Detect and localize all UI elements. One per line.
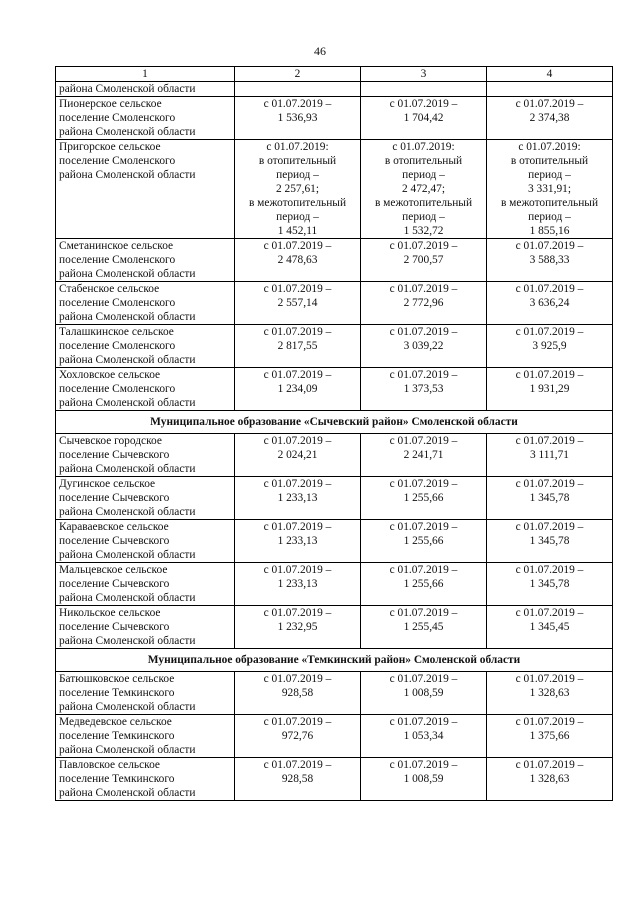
section-title: Муниципальное образование «Темкинский район» Смоленской области (56, 649, 613, 672)
settlement-name-cell: Медведевское сельское поселение Темкинского района Смоленской области (56, 715, 235, 758)
tariff-cell-col3: с 01.07.2019 – 1 373,53 (361, 368, 487, 411)
table-row (56, 520, 613, 563)
tariff-cell-col2: с 01.07.2019 – 2 817,55 (235, 325, 361, 368)
tariff-cell-col3: с 01.07.2019 – 1 255,66 (361, 563, 487, 606)
tariff-cell-col2: с 01.07.2019 – 2 478,63 (235, 239, 361, 282)
section-header-row (56, 411, 613, 434)
table-row (56, 477, 613, 520)
tariff-cell-col3: с 01.07.2019 – 3 039,22 (361, 325, 487, 368)
section-title: Муниципальное образование «Сычевский район» Смоленской области (56, 411, 613, 434)
page-number: 46 (314, 44, 326, 58)
column-header-3: 3 (361, 67, 487, 82)
tariff-cell-col4: с 01.07.2019 – 1 345,78 (487, 477, 613, 520)
tariff-cell-col3: с 01.07.2019 – 1 704,42 (361, 97, 487, 140)
tariff-cell-col3: с 01.07.2019 – 1 255,66 (361, 520, 487, 563)
tariff-cell-col2: с 01.07.2019 – 1 234,09 (235, 368, 361, 411)
tariff-cell-col4: с 01.07.2019 – 1 345,45 (487, 606, 613, 649)
tariff-cell-col4: с 01.07.2019 – 1 345,78 (487, 520, 613, 563)
tariff-cell-col4: с 01.07.2019 – 3 636,24 (487, 282, 613, 325)
tariff-cell-col4: с 01.07.2019 – 1 345,78 (487, 563, 613, 606)
column-header-1: 1 (56, 67, 235, 82)
tariff-cell-col2: с 01.07.2019 – 1 233,13 (235, 520, 361, 563)
tariff-cell-col4: с 01.07.2019: в отопительный период – 3 331,91; в межотопительный период – 1 855,16 (487, 140, 613, 239)
table-row (56, 239, 613, 282)
tariff-cell-col4: с 01.07.2019 – 1 328,63 (487, 758, 613, 801)
settlement-name-cell: Стабенское сельское поселение Смоленского района Смоленской области (56, 282, 235, 325)
column-header-2: 2 (235, 67, 361, 82)
settlement-name-cell: Пионерское сельское поселение Смоленского района Смоленской области (56, 97, 235, 140)
tariff-table (55, 66, 613, 801)
header-row (56, 67, 613, 82)
table-body (56, 82, 613, 801)
tariff-cell-col3: с 01.07.2019: в отопительный период – 2 472,47; в межотопительный период – 1 532,72 (361, 140, 487, 239)
table-row (56, 672, 613, 715)
table-row (56, 434, 613, 477)
settlement-name-cell: Караваевское сельское поселение Сычевского района Смоленской области (56, 520, 235, 563)
tariff-cell-col4: с 01.07.2019 – 1 328,63 (487, 672, 613, 715)
table-row (56, 97, 613, 140)
tariff-cell-col4: с 01.07.2019 – 1 375,66 (487, 715, 613, 758)
tariff-cell-col4: с 01.07.2019 – 3 111,71 (487, 434, 613, 477)
tariff-cell-col2: с 01.07.2019 – 972,76 (235, 715, 361, 758)
table-row (56, 282, 613, 325)
tariff-cell-col4: с 01.07.2019 – 2 374,38 (487, 97, 613, 140)
table-row (56, 758, 613, 801)
settlement-name-cell: Сычевское городское поселение Сычевского района Смоленской области (56, 434, 235, 477)
table-row (56, 82, 613, 97)
tariff-cell-col3: с 01.07.2019 – 1 053,34 (361, 715, 487, 758)
tariff-cell-col2: с 01.07.2019 – 2 024,21 (235, 434, 361, 477)
tariff-cell-col2: с 01.07.2019 – 928,58 (235, 672, 361, 715)
tariff-cell-col3: с 01.07.2019 – 2 700,57 (361, 239, 487, 282)
settlement-name-cell: Хохловское сельское поселение Смоленского района Смоленской области (56, 368, 235, 411)
table-row (56, 368, 613, 411)
tariff-cell-col3: с 01.07.2019 – 1 008,59 (361, 672, 487, 715)
tariff-cell-col2: с 01.07.2019 – 1 536,93 (235, 97, 361, 140)
table-row (56, 563, 613, 606)
tariff-cell-col2: с 01.07.2019 – 1 232,95 (235, 606, 361, 649)
tariff-cell-col2: с 01.07.2019 – 928,58 (235, 758, 361, 801)
settlement-name-cell: Батюшковское сельское поселение Темкинского района Смоленской области (56, 672, 235, 715)
settlement-name-cell: Павловское сельское поселение Темкинского района Смоленской области (56, 758, 235, 801)
tariff-cell-col2: с 01.07.2019 – 1 233,13 (235, 563, 361, 606)
tariff-cell-col3: с 01.07.2019 – 1 008,59 (361, 758, 487, 801)
settlement-name-cell: Дугинское сельское поселение Сычевского района Смоленской области (56, 477, 235, 520)
tariff-cell-col2 (235, 82, 361, 97)
section-header-row (56, 649, 613, 672)
tariff-cell-col3 (361, 82, 487, 97)
tariff-cell-col4 (487, 82, 613, 97)
tariff-cell-col3: с 01.07.2019 – 2 241,71 (361, 434, 487, 477)
tariff-cell-col3: с 01.07.2019 – 1 255,66 (361, 477, 487, 520)
tariff-cell-col2: с 01.07.2019 – 1 233,13 (235, 477, 361, 520)
table-row (56, 140, 613, 239)
tariff-cell-col4: с 01.07.2019 – 1 931,29 (487, 368, 613, 411)
settlement-name-cell: Никольское сельское поселение Сычевского района Смоленской области (56, 606, 235, 649)
settlement-name-cell: района Смоленской области (56, 82, 235, 97)
column-header-4: 4 (487, 67, 613, 82)
table-row (56, 325, 613, 368)
tariff-cell-col3: с 01.07.2019 – 2 772,96 (361, 282, 487, 325)
settlement-name-cell: Талашкинское сельское поселение Смоленского района Смоленской области (56, 325, 235, 368)
tariff-cell-col3: с 01.07.2019 – 1 255,45 (361, 606, 487, 649)
tariff-cell-col4: с 01.07.2019 – 3 925,9 (487, 325, 613, 368)
tariff-cell-col2: с 01.07.2019: в отопительный период – 2 257,61; в межотопительный период – 1 452,11 (235, 140, 361, 239)
tariff-cell-col2: с 01.07.2019 – 2 557,14 (235, 282, 361, 325)
settlement-name-cell: Пригорское сельское поселение Смоленского района Смоленской области (56, 140, 235, 239)
settlement-name-cell: Сметанинское сельское поселение Смоленского района Смоленской области (56, 239, 235, 282)
settlement-name-cell: Мальцевское сельское поселение Сычевского района Смоленской области (56, 563, 235, 606)
table-row (56, 606, 613, 649)
tariff-cell-col4: с 01.07.2019 – 3 588,33 (487, 239, 613, 282)
table-row (56, 715, 613, 758)
